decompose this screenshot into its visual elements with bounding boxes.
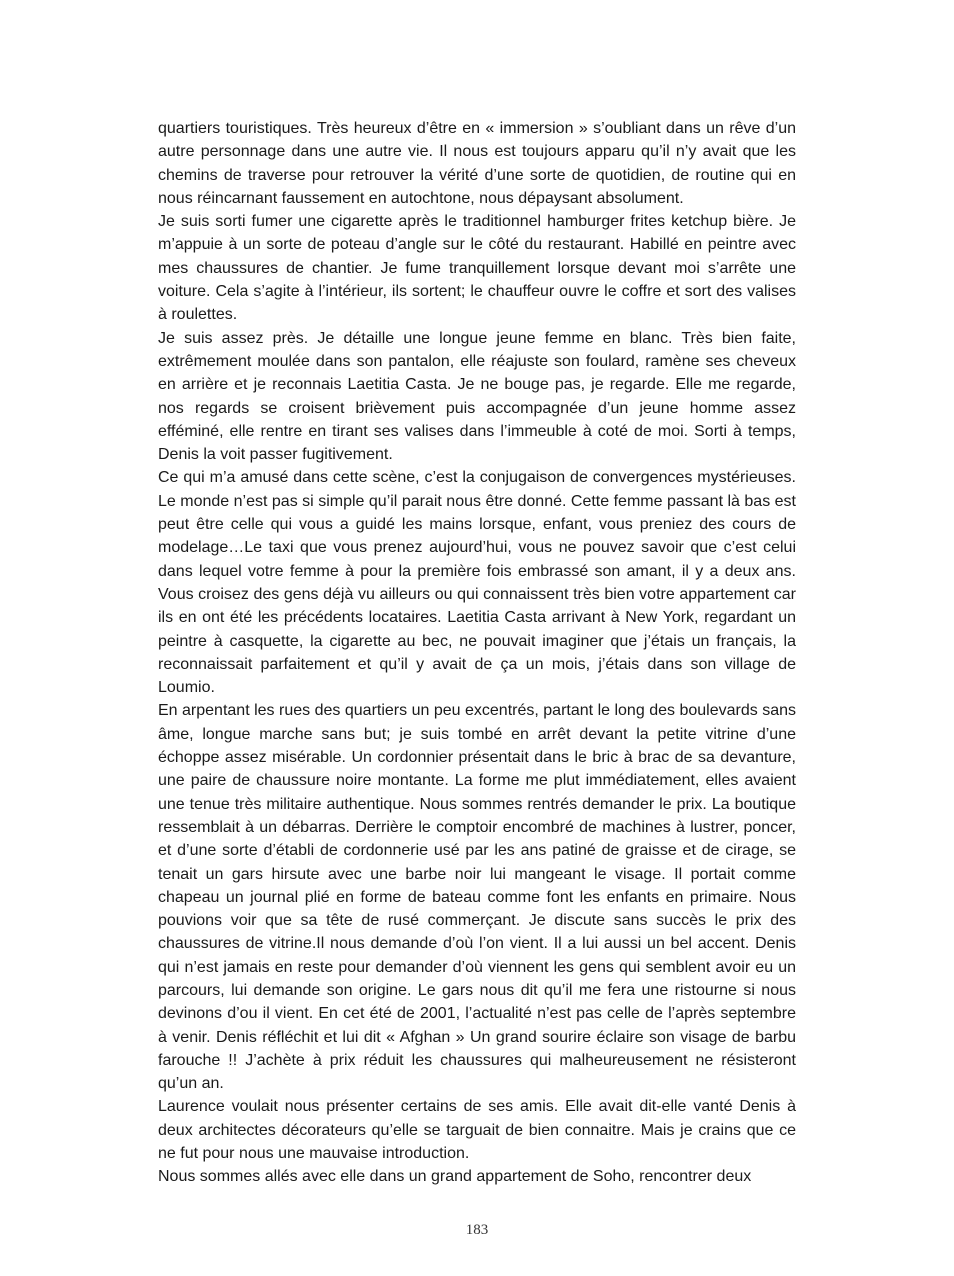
paragraph-laurence: Laurence voulait nous présenter certains de ses amis. Elle avait dit-elle vanté Denis à deux architectes décorateurs qu’elle se targuait de bien connaitre. Mais je crains que ce ne fut pour nous une mauvaise introduction. [158, 1098, 796, 1163]
paragraph-laetitia-casta: Je suis assez près. Je détaille une longue jeune femme en blanc. Très bien faite, extrêmement moulée dans son pantalon, elle réajuste son foulard, ramène ses cheveux en arrière et je reconnais Laetitia Casta. Je ne bouge pas, je regarde. Elle me regarde, nos regards se croisent brièvement puis accompagnée d’un jeune homme assez efféminé, elle rentre en tirant ses valises dans l’immeuble à coté de moi. Sorti à temps, Denis la voit passer fugitivement. [158, 329, 796, 464]
page-number: 183 [465, 1222, 489, 1238]
paragraph-convergences: Ce qui m’a amusé dans cette scène, c’est la conjugaison de convergences mystérieuses. Le monde n’est pas si simple qu’il parait nous être donné. Cette femme passant là bas est peut être celle qui vous a guidé les mains lorsque, enfant, vous preniez des cours de modelage…Le taxi que vous prenez aujourd’hui, vous ne pouvez savoir que c’est celui dans lequel votre femme à pour la première fois embrassé son amant, il y a deux ans. Vous croisez des gens déjà vu ailleurs ou qui connaissent très bien votre appartement car ils en ont été les précédents locataires. Laetitia Casta arrivant à New York, regardant un peintre à casquette, la cigarette au bec, ne pouvait imaginer que j’étais un français, la reconnaissait parfaitement et qu’il y avait de ça un mois, j’étais dans son village de Loumio. [158, 469, 796, 697]
paragraph-cigarette: Je suis sorti fumer une cigarette après le traditionnel hamburger frites ketchup bière. Je m’appuie à un sorte de poteau d’angle sur le côté du restaurant. Habillé en peintre avec mes chaussures de chantier. Je fume tranquillement lorsque devant moi s’arrête une voiture. Cela s’agite à l’intérieur, ils sortent; le chauffeur ouvre le coffre et sort des valises à roulettes. [158, 213, 796, 324]
paragraph-soho: Nous sommes allés avec elle dans un grand appartement de Soho, rencontrer deux [158, 1168, 752, 1186]
body-text [158, 117, 796, 1189]
paragraph-cordonnier: En arpentant les rues des quartiers un peu excentrés, partant le long des boulevards sans âme, longue marche sans but; je suis tombé en arrêt devant la petite vitrine d’une échoppe assez misérable. Un cordonnier présentait dans le bric à brac de sa devanture, une paire de chaussure noire montante. La forme me plut immédiatement, elles avaient une tenue très militaire authentique. Nous sommes rentrés demander le prix. La boutique ressemblait à un débarras. Derrière le comptoir encombré de machines à lustrer, poncer, et d’une sorte d’établi de cordonnerie usé par les ans patiné de graisse et de cirage, se tenait un gars hirsute avec une barbe noir lui mangeant le visage. Il portait comme chapeau un journal plié en forme de bateau comme font les enfants en primaire. Nous pouvions voir que sa tête de rusé commerçant. Je discute sans succès le prix des chaussures de vitrine.Il nous demande d’où l’on vient. Il a lui aussi un bel accent. Denis qui n’est jamais en reste pour demander d’où viennent les gens qui semblent avoir eu un parcours, lui demande son origine. Le gars nous dit qu’il me fera une ristourne si nous devinons d’ou il vient. En cet été de 2001, l’actualité n’est pas celle de l’après septembre à venir. Denis réfléchit et lui dit « Afghan » Un grand sourire éclaire son visage de barbu farouche !! J’achète à prix réduit les chaussures qui malheureusement ne résisteront qu’un an. [158, 702, 796, 1093]
paragraph-tourist-quarters: quartiers touristiques. Très heureux d’être en « immersion » s’oubliant dans un rêve d’un autre personnage dans une autre vie. Il nous est toujours apparu qu’il n’y avait que les chemins de traverse pour retrouver la vérité d’une sorte de quotidien, de routine qui en nous réincarnant faussement en autochtone, nous dépaysant absolument. [158, 120, 796, 207]
